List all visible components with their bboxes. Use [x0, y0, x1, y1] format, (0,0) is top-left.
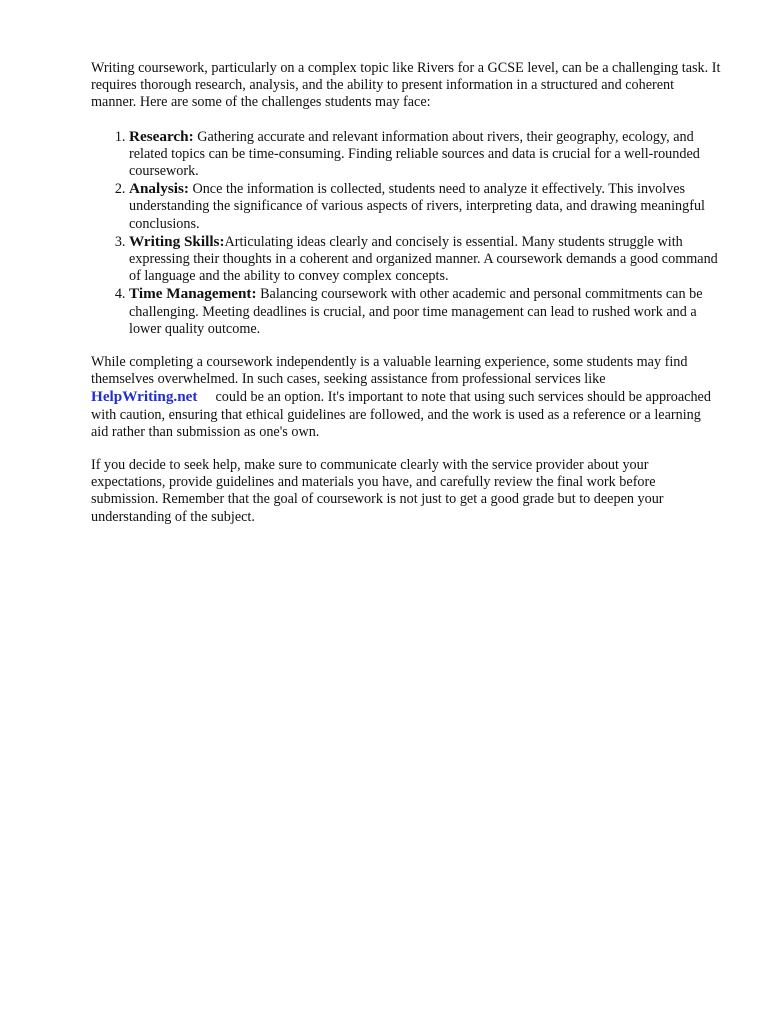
document-page: [91, 60, 721, 542]
list-item: [129, 128, 721, 181]
challenges-list: [91, 128, 721, 338]
assistance-paragraph: [91, 354, 721, 441]
list-item-text: Gathering accurate and relevant information about rivers, their geography, ecology, and related topics can be time-consuming. Finding reliable sources and data is crucial for a well-rounded coursework.: [129, 128, 700, 180]
list-item-term: Writing Skills:: [129, 232, 225, 250]
list-item-term: Analysis:: [129, 180, 189, 198]
list-item-term: Research:: [129, 127, 194, 145]
list-item-term: Time Management:: [129, 285, 257, 303]
list-item: [129, 233, 721, 286]
assistance-text-after: could be an option. It's important to note that using such services should be approached with caution, ensuring that ethical guidelines are followed, and the work is used as a reference or a learning aid rather than submission as one's own.: [91, 389, 711, 440]
assistance-text-before: While completing a coursework independently is a valuable learning experience, some students may find themselves overwhelmed. In such cases, seeking assistance from professional services like: [91, 354, 688, 388]
list-item-text: Balancing coursework with other academic and personal commitments can be challenging. Meeting deadlines is crucial, and poor time management can lead to rushed work and a lower quality outcome.: [129, 286, 703, 337]
intro-paragraph: Writing coursework, particularly on a complex topic like Rivers for a GCSE level, can be a challenging task. It requires thorough research, analysis, and the ability to present information in a structured and coherent manner. Here are some of the challenges students may face:: [91, 60, 721, 111]
list-item: [129, 180, 721, 233]
list-item-text: Articulating ideas clearly and concisely is essential. Many students struggle with expressing their thoughts in a coherent and organized manner. A coursework demands a good command of language and the ability to convey complex concepts.: [129, 233, 718, 285]
helpwriting-link[interactable]: HelpWriting.net: [91, 388, 198, 406]
closing-paragraph: If you decide to seek help, make sure to communicate clearly with the service provider about your expectations, provide guidelines and materials you have, and carefully review the final work before submission. Remember that the goal of coursework is not just to get a good grade but to deepen your understanding of the subject.: [91, 457, 664, 525]
list-item: [129, 285, 721, 338]
list-item-text: Once the information is collected, students need to analyze it effectively. This involves understanding the significance of various aspects of rivers, interpreting data, and drawing meaningful conclusions.: [129, 181, 705, 232]
